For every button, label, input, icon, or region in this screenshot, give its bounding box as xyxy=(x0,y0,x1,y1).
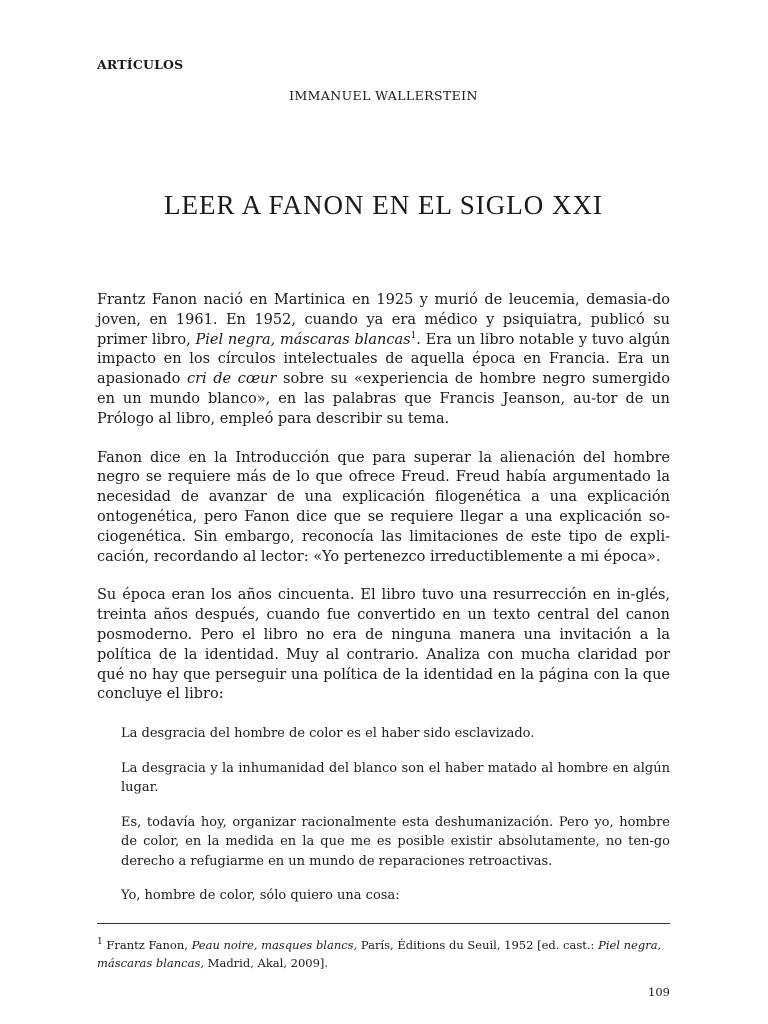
article-title: LEER A FANON EN EL SIGLO XXI xyxy=(164,190,603,221)
quote-line: Yo, hombre de color, sólo quiero una cosa: xyxy=(121,888,400,904)
page-number: 109 xyxy=(648,985,670,999)
paragraph-1: Frantz Fanon nació en Martinica en 1925 y murió de leucemia, demasia-do joven, en 1961. En 1952, cuando ya era médico y psiquiatra, publicó su primer libro, Piel negra, máscaras blancas$^1$. Era un libro notable y tuvo algún impacto en los círculos intelectuales de aquella época en Francia. Era un apasionado cri de cœur sobre su «experiencia de hombre negro sumergido en un mundo blanco», en las palabras que Francis Jeanson, au-tor de un Prólogo al libro, empleó para describir su tema. xyxy=(97,292,670,427)
author-name: IMMANUEL WALLERSTEIN xyxy=(289,88,478,103)
cri-de-coeur-italic: cri de cœur xyxy=(186,371,277,388)
footnote: $^1$ Frantz Fanon, Peau noire, masques blancs, París, Éditions du Seuil, 1952 [ed. cast.: Piel negra, máscaras blancas, Madrid, Akal, 2009]. xyxy=(97,937,662,970)
footnote-divider xyxy=(97,923,670,924)
quote-line: Es, todavía hoy, organizar racionalmente esta deshumanización. Pero yo, hombre de color, en la medida en la que me es posible existir absolutamente, no ten-go derecho a refugiarme en un mundo de reparaciones retroactivas. xyxy=(121,814,670,869)
paragraph-2: Fanon dice en la Introducción que para superar la alienación del hombre negro se requiere más de lo que ofrece Freud. Freud había argumentado la necesidad de avanzar de una explicación filogenética a una explicación ontogenética, pero Fanon dice que se requiere llegar a una explicación so-ciogenética. Sin embargo, reconocía las limitaciones de este tipo de expli-cación, recordando al lector: «Yo pertenezco irreductiblemente a mi época». xyxy=(97,449,670,565)
footnote-ref: 1 xyxy=(410,330,417,341)
paragraph-3: Su época eran los años cincuenta. El libro tuvo una resurrección en in-glés, treinta años después, cuando fue convertido en un texto central del canon posmoderno. Pero el libro no era de ninguna manera una invitación a la política de la identidad. Muy al contrario. Analiza con mucha claridad por qué no hay que perseguir una política de la identidad en la página con la que concluye el libro: xyxy=(97,587,670,703)
book-title-italic: Piel negra, máscaras blancas xyxy=(195,331,411,348)
section-label: ARTÍCULOS xyxy=(97,57,184,72)
quote-line: La desgracia y la inhumanidad del blanco son el haber matado al hombre en algún lugar. xyxy=(121,760,670,796)
article-page xyxy=(97,0,670,1024)
article-body xyxy=(97,291,670,921)
quote-line: La desgracia del hombre de color es el haber sido esclavizado. xyxy=(121,726,535,742)
block-quote xyxy=(121,724,670,906)
